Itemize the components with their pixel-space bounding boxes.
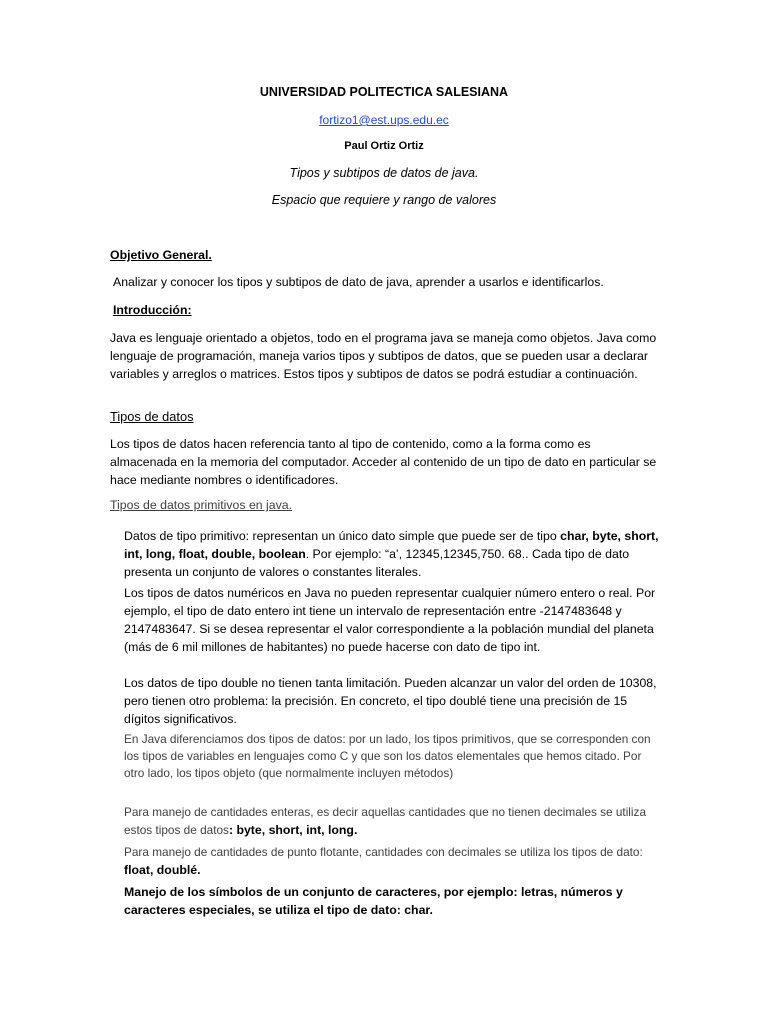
primitivos-paragraph-5	[124, 803, 664, 839]
tipos-text: Los tipos de datos hacen referencia tanto al tipo de contenido, como a la forma como es almacenada en la memoria del computador. Acceder al contenido de un tipo de dato en particular se hace mediante nombres o identificadores.	[110, 437, 657, 487]
primitivos-paragraph-2: Los tipos de datos numéricos en Java no pueden representar cualquier número entero o real. Por ejemplo, el tipo de dato entero int tiene un intervalo de representación entre -2147483648 y 2147483647. Si se desea representar el valor correspondiente a la población mundial del planeta (más de 6 mil millones de habitantes) no puede hacerse con dato de tipo int.	[124, 586, 656, 654]
primitivos-heading: Tipos de datos primitivos en java.	[110, 498, 293, 512]
p1-types: char, byte, short, int, long, float, double, boolean	[124, 529, 659, 561]
objetivo-text: Analizar y conocer los tipos y subtipos de dato de java, aprender a usarlos e identificarlos.	[113, 275, 604, 289]
introduccion-heading: Introducción:	[113, 303, 192, 317]
p1-text-a: Datos de tipo primitivo: representan un único dato simple que puede ser de tipo	[124, 529, 561, 543]
p6-text-a: Para manejo de cantidades de punto flotante, cantidades con decimales se utiliza los tipos de dato:	[124, 845, 643, 859]
p1-text-c: . Por ejemplo: “a’, 12345,12345,750. 68.. Cada tipo de dato presenta un conjunto de valores o constantes literales.	[124, 547, 630, 579]
p5-text-a: Para manejo de cantidades enteras, es decir aquellas cantidades que no tienen decimales se utiliza estos tipos de datos	[124, 805, 647, 837]
primitivos-paragraph-4: En Java diferenciamos dos tipos de datos: por un lado, los tipos primitivos, que se corresponden con los tipos de variables en lenguajes como C y que son los datos elementales que hemos citado. Por otro lado, los tipos objeto (que normalmente incluyen métodos)	[124, 732, 651, 780]
primitivos-paragraph-1	[124, 527, 664, 581]
p6-types: float, doublé.	[124, 863, 201, 877]
primitivos-paragraph-7: Manejo de los símbolos de un conjunto de caracteres, por ejemplo: letras, números y caracteres especiales, se utiliza el tipo de dato: char.	[124, 885, 623, 917]
author-name: Paul Ortiz Ortiz	[344, 140, 424, 152]
introduccion-text: Java es lenguaje orientado a objetos, todo en el programa java se maneja como objetos. Java como lenguaje de programación, maneja varios tipos y subtipos de datos, que se pueden usar a declarar variables y arreglos o matrices. Estos tipos y subtipos de datos se podrá estudiar a continuación.	[110, 331, 657, 381]
objetivo-heading: Objetivo General.	[110, 248, 212, 262]
primitivos-paragraph-3: Los datos de tipo double no tienen tanta limitación. Pueden alcanzar un valor del orden de 10308, pero tienen otro problema: la precisión. En concreto, el tipo doublé tiene una precisión de 15 dígitos significativos.	[124, 676, 657, 726]
document-subtitle: Tipos y subtipos de datos de java.	[289, 166, 479, 180]
tipos-heading: Tipos de datos	[110, 409, 194, 424]
p5-types: : byte, short, int, long.	[228, 823, 358, 837]
document-subtitle-2: Espacio que requiere y rango de valores	[271, 193, 497, 207]
primitivos-paragraph-6	[124, 843, 664, 879]
author-email-link[interactable]: fortizo1@est.ups.edu.ec	[319, 113, 449, 127]
university-title: UNIVERSIDAD POLITECTICA SALESIANA	[259, 85, 509, 99]
